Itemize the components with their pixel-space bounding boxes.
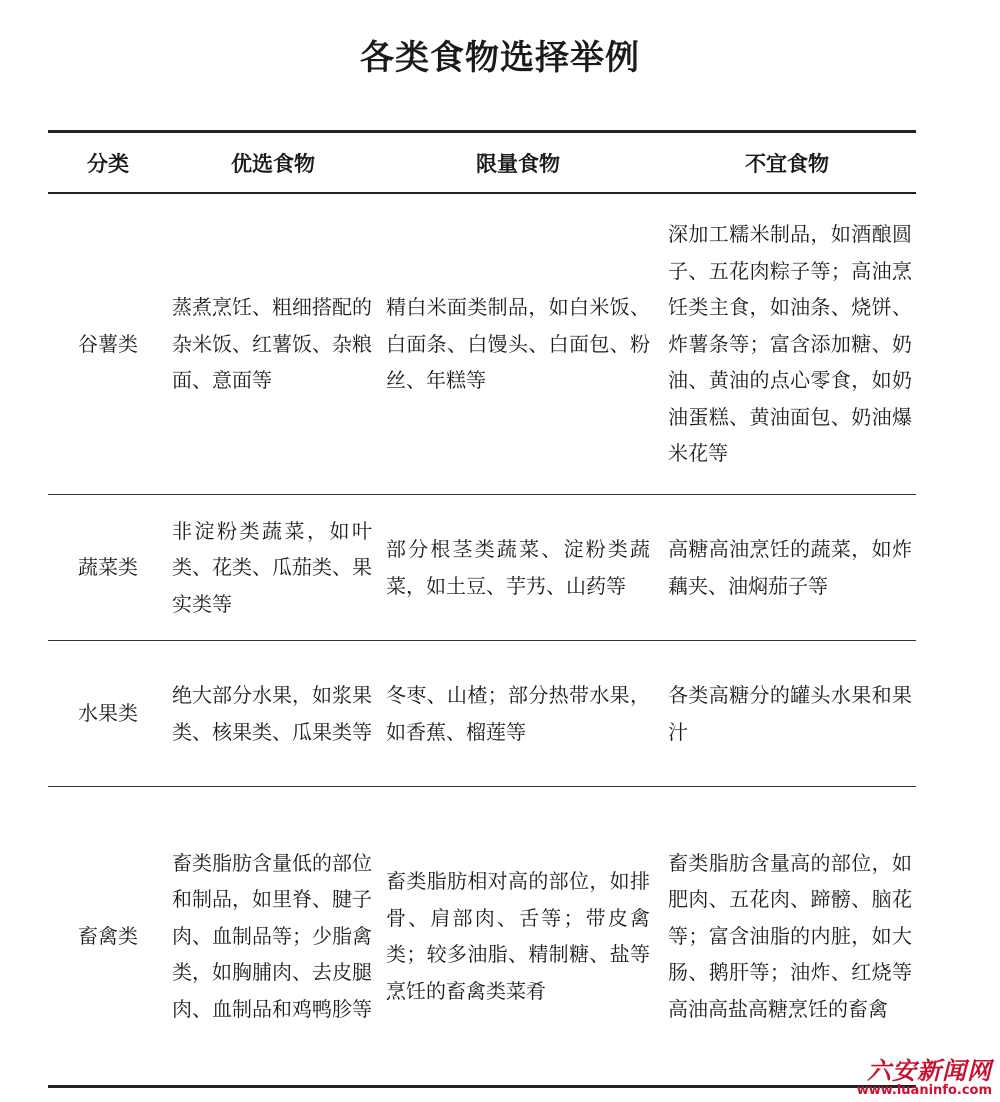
avoid-cell: 畜类脂肪含量高的部位，如肥肉、五花肉、蹄髈、脑花等；富含油脂的内脏，如大肠、鹅肝等；油炸、红烧等高油高盐高糖烹饪的畜禽 xyxy=(668,850,912,1021)
limited-cell: 冬枣、山楂；部分热带水果，如香蕉、榴莲等 xyxy=(378,641,658,787)
preferred-cell: 非淀粉类蔬菜，如叶类、花类、瓜茄类、果实类等 xyxy=(168,495,378,641)
header-preferred: 优选食物 xyxy=(168,132,378,194)
category-cell: 蔬菜类 xyxy=(48,495,168,641)
limited-cell: 精白米面类制品，如白米饭、白面条、白馒头、白面包、粉丝、年糕等 xyxy=(378,193,658,495)
avoid-cell: 高糖高油烹饪的蔬菜，如炸藕夹、油焖茄子等 xyxy=(658,495,916,641)
header-category: 分类 xyxy=(48,132,168,194)
category-cell: 畜禽类 xyxy=(78,923,138,948)
food-selection-table xyxy=(48,130,916,1088)
watermark-url: www.luaninfo.com xyxy=(856,1083,992,1098)
avoid-cell: 深加工糯米制品，如酒酿圆子、五花肉粽子等；高油烹饪类主食，如油条、烧饼、炸薯条等；富含添加糖、奶油、黄油的点心零食，如奶油蛋糕、黄油面包、奶油爆米花等 xyxy=(658,193,916,495)
table-row xyxy=(48,193,916,495)
table-row xyxy=(48,787,916,1087)
table-row xyxy=(48,641,916,787)
limited-cell: 部分根茎类蔬菜、淀粉类蔬菜，如土豆、芋艿、山药等 xyxy=(378,495,658,641)
category-cell: 水果类 xyxy=(48,641,168,787)
site-watermark xyxy=(857,1058,992,1098)
limited-cell: 畜类脂肪相对高的部位，如排骨、肩部肉、舌等；带皮禽类；较多油脂、精制糖、盐等烹饪的畜禽类菜肴 xyxy=(386,869,650,1003)
header-avoid: 不宜食物 xyxy=(658,132,916,194)
table-header-row xyxy=(48,132,916,194)
preferred-cell: 蒸煮烹饪、粗细搭配的杂米饭、红薯饭、杂粮面、意面等 xyxy=(168,193,378,495)
preferred-cell: 绝大部分水果，如浆果类、核果类、瓜果类等 xyxy=(168,641,378,787)
header-limited: 限量食物 xyxy=(378,132,658,194)
table-row xyxy=(48,495,916,641)
page-title: 各类食物选择举例 xyxy=(360,38,640,78)
avoid-cell: 各类高糖分的罐头水果和果汁 xyxy=(658,641,916,787)
category-cell: 谷薯类 xyxy=(48,193,168,495)
watermark-logo: 六安新闻网 xyxy=(867,1056,992,1085)
preferred-cell: 畜类脂肪含量低的部位和制品，如里脊、腱子肉、血制品等；少脂禽类，如胸脯肉、去皮腿肉、血制品和鸡鸭胗等 xyxy=(172,850,372,1021)
